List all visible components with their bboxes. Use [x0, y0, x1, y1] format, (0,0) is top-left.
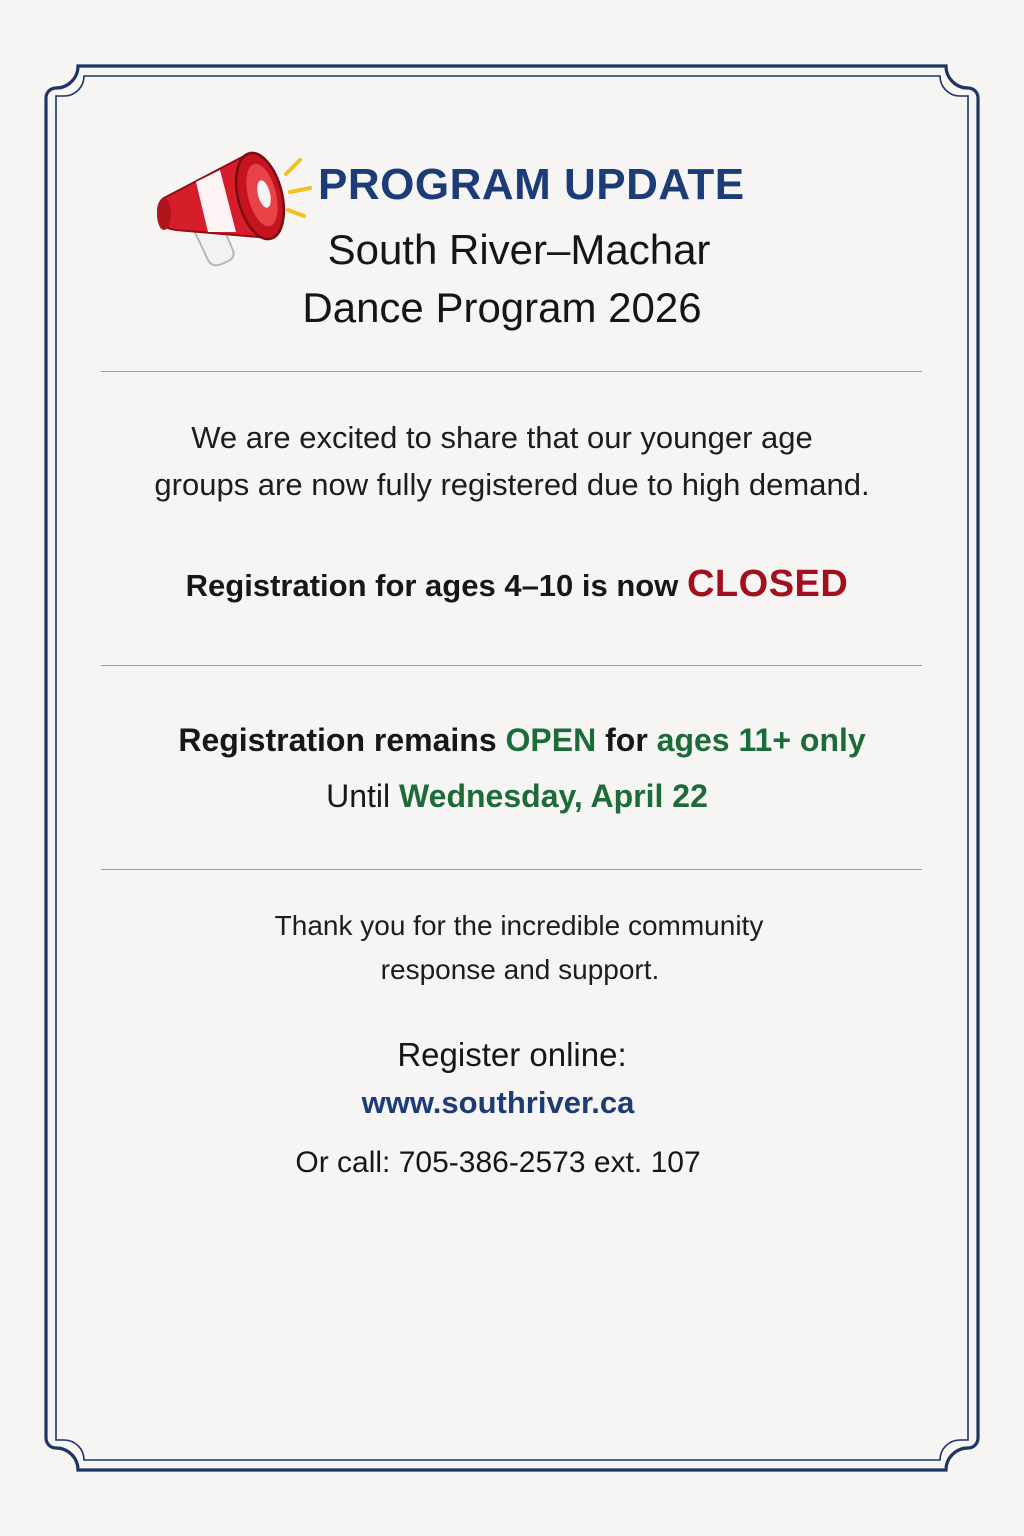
- intro-line2: groups are now fully registered due to high demand.: [154, 467, 870, 502]
- open-status: OPEN: [505, 722, 597, 758]
- deadline-prefix: Until: [326, 778, 400, 814]
- intro-line1: We are excited to share that our younger age: [191, 420, 813, 455]
- divider: [101, 371, 922, 372]
- register-online-label: Register online:: [397, 1036, 627, 1073]
- open-notice-middle: for: [596, 722, 657, 758]
- closed-status: CLOSED: [686, 563, 849, 605]
- thanks-line2: response and support.: [380, 954, 660, 985]
- closed-notice: [0, 563, 1024, 606]
- divider: [101, 869, 922, 870]
- closed-notice-text: Registration for ages 4–10 is now: [185, 568, 687, 603]
- thanks-line1: Thank you for the incredible community: [274, 910, 764, 941]
- deadline-date: Wednesday, April 22: [399, 778, 708, 814]
- program-update-heading: PROGRAM UPDATE: [318, 160, 745, 209]
- program-title-line1: South River–Machar: [327, 226, 711, 273]
- open-notice: [0, 722, 1024, 759]
- open-ages: ages 11+ only: [656, 722, 866, 758]
- open-notice-prefix: Registration remains: [178, 722, 506, 758]
- program-title-line2: Dance Program 2026: [302, 284, 702, 331]
- website-link[interactable]: www.southriver.ca: [361, 1085, 635, 1120]
- divider: [101, 665, 922, 666]
- phone-contact: Or call: 705-386-2573 ext. 107: [295, 1146, 701, 1179]
- deadline-line: [0, 778, 1024, 815]
